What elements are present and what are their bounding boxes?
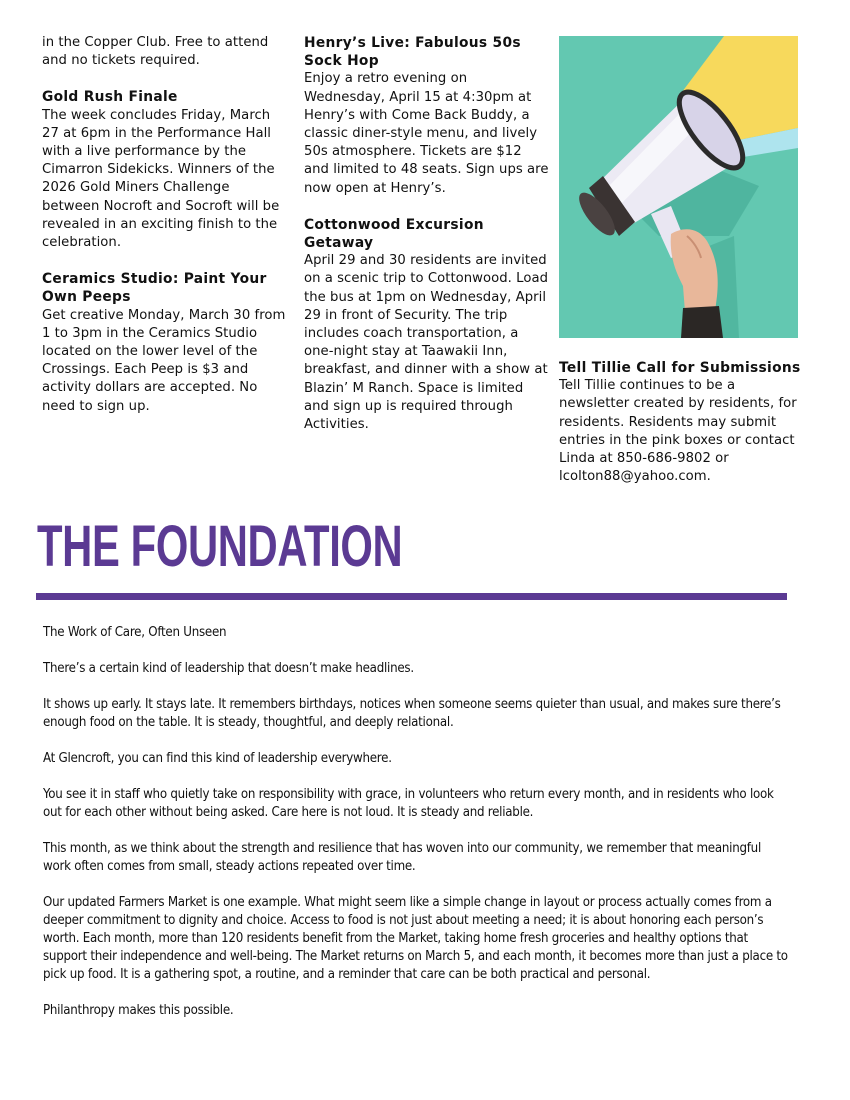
- event-title: Cottonwood Excursion Getaway: [304, 216, 484, 252]
- article-paragraph: It shows up early. It stays late. It remembers birthdays, notices when someone seems quieter than usual, and makes sure there’s enough food on the table. It is steady, thoughtful, and deeply relational.: [43, 697, 781, 730]
- event-title: Gold Rush Finale: [42, 89, 178, 106]
- article-paragraph: You see it in staff who quietly take on responsibility with grace, in volunteers who return every month, and in residents who look out for each other without being asked. Care here is not loud. It is steady and reliable.: [43, 787, 774, 820]
- event-description: Get creative Monday, March 30 from 1 to 3pm in the Ceramics Studio located on the lower level of the Crossings. Each Peep is $3 and activity dollars are accepted. No need to sign up.: [42, 307, 286, 414]
- event-description: The week concludes Friday, March 27 at 6pm in the Performance Hall with a live performance by the Cimarron Sidekicks. Winners of the 2026 Gold Miners Challenge between Nocroft and Socroft will be revealed in an exciting finish to the celebration.: [42, 107, 280, 251]
- event-ceramics-studio: [42, 270, 287, 416]
- article-paragraph: This month, as we think about the strength and resilience that has woven into our community, we remember that meaningful work often comes from small, steady actions repeated over time.: [43, 841, 761, 874]
- event-title: Henry’s Live: Fabulous 50s Sock Hop: [304, 35, 521, 70]
- article-closing: Philanthropy makes this possible.: [43, 1003, 234, 1018]
- event-description: Enjoy a retro evening on Wednesday, April 15 at 4:30pm at Henry’s with Come Back Buddy, a classic diner-style menu, and lively 50s atmosphere. Tickets are $12 and limited to 48 seats. Sign ups are now open at Henry’s.: [304, 71, 549, 196]
- article-paragraph: Our updated Farmers Market is one example. What might seem like a simple change in layout or process actually comes from a deeper commitment to dignity and choice. Access to food is not just about meeting a need; it is about honoring each person’s worth. Each month, more than 120 residents benefit from the Market, taking home fresh groceries and healthy options that support their independence and well-being. The Market returns on March 5, and each month, it becomes more than just a place to pick up food. It is a gathering spot, a routine, and a reminder that care can be both practical and personal.: [43, 895, 788, 982]
- event-description: April 29 and 30 residents are invited on a scenic trip to Cottonwood. Load the bus at 1pm on Wednesday, April 29 in front of Security. The trip includes coach transportation, a one-night stay at Taawakii Inn, breakfast, and dinner with a show at Blazin’ M Ranch. Space is limited and sign up is required through Activities.: [304, 253, 548, 433]
- section-title-foundation: THE FOUNDATION: [37, 514, 403, 579]
- article-paragraph: At Glencroft, you can find this kind of leadership everywhere.: [43, 751, 392, 766]
- event-cottonwood-excursion: [304, 216, 550, 434]
- foundation-article: [43, 624, 788, 1038]
- tell-tillie-submissions: [559, 359, 804, 486]
- events-column-1: [42, 34, 287, 416]
- megaphone-photo: [559, 36, 798, 338]
- continued-event-text: in the Copper Club. Free to attend and no tickets required.: [42, 35, 269, 69]
- section-divider: [36, 593, 787, 600]
- article-paragraph: There’s a certain kind of leadership that doesn’t make headlines.: [43, 661, 414, 676]
- events-column-2: [304, 34, 550, 434]
- event-title: Ceramics Studio: Paint Your Own Peeps: [42, 271, 267, 306]
- event-title: Tell Tillie Call for Submissions: [559, 360, 801, 376]
- event-henrys-sock-hop: [304, 34, 550, 198]
- event-gold-rush-finale: [42, 88, 287, 252]
- article-subtitle: The Work of Care, Often Unseen: [43, 625, 227, 640]
- events-column-3: [559, 359, 804, 486]
- megaphone-icon: [559, 36, 798, 338]
- event-description: Tell Tillie continues to be a newsletter created by residents, for residents. Residents may submit entries in the pink boxes or contact Linda at 850-686-9802 or lcolton88@yahoo.com.: [559, 378, 797, 485]
